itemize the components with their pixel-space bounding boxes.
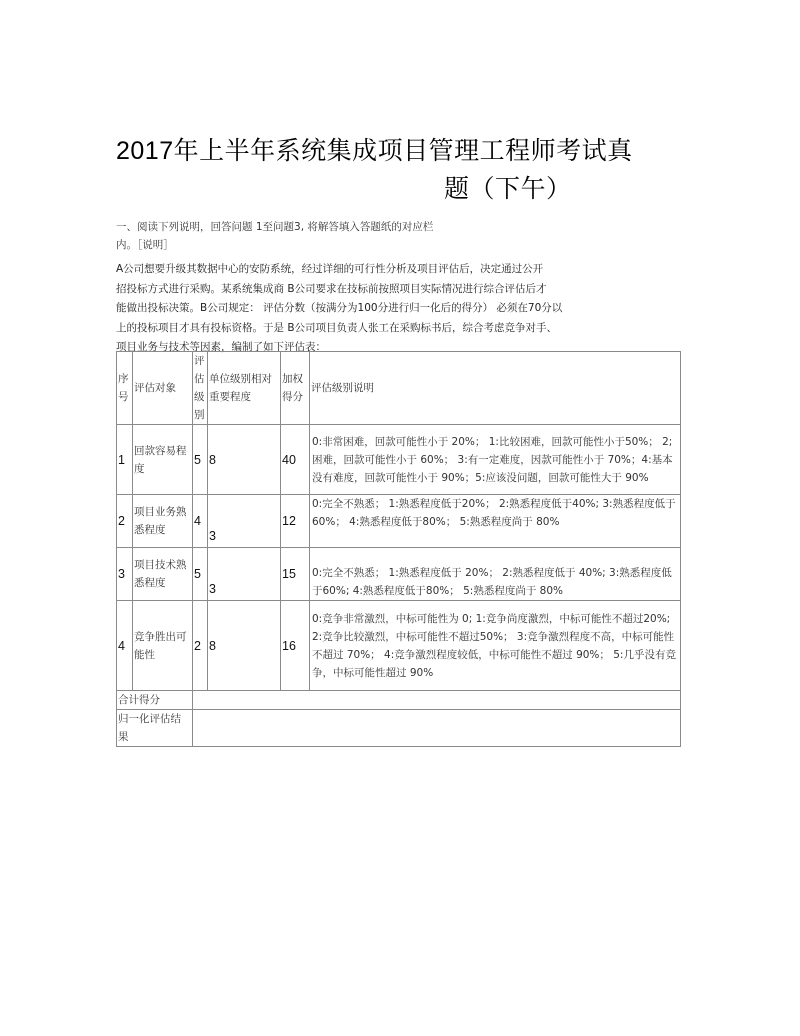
total-score-value (193, 691, 681, 710)
normalized-result-row (117, 710, 681, 747)
row-object: 回款容易程度 (133, 425, 193, 495)
table-row (117, 495, 681, 548)
row-index: 2 (117, 495, 133, 548)
row-object: 竞争胜出可能性 (133, 601, 193, 691)
header-weighted-score: 加权得分 (281, 352, 310, 425)
paragraph-line: A公司想要升级其数据中心的安防系统，经过详细的可行性分析及项目评估后，决定通过公开 (116, 263, 544, 275)
total-score-row (117, 691, 681, 710)
normalized-result-value (193, 710, 681, 747)
row-relative-importance: 3 (208, 548, 281, 601)
header-object: 评估对象 (133, 352, 193, 425)
row-relative-importance: 3 (208, 495, 281, 548)
instructions-line-2: 内。［说明］ (116, 238, 174, 251)
instructions-line-1: 一、阅读下列说明，回答问题 1至问题3, 将解答填入答题纸的对应栏 (116, 221, 434, 233)
document-title (116, 132, 676, 208)
header-index: 序号 (117, 352, 133, 425)
total-score-label: 合计得分 (117, 691, 193, 710)
row-description: 0:完全不熟悉； 1:熟悉程度低于20%； 2:熟悉程度低于40%; 3:熟悉程度低于60%； 4:熟悉程度低于80%； 5:熟悉程度尚于 80% (310, 495, 681, 548)
row-weighted-score: 40 (281, 425, 310, 495)
row-level: 2 (193, 601, 208, 691)
row-description: 0:竞争非常激烈，中标可能性为 0; 1:竞争尚度激烈，中标可能性不超过20%; 2:竞争比较激烈，中标可能性不超过50%； 3:竞争激烈程度不高，中标可能性不超过 70%； 4:竞争激烈程度较低，中标可能性不超过 90%； 5:几乎没有竞争，中标可能性超过 90% (310, 601, 681, 691)
row-description: 0:非常困难，回款可能性小于 20%； 1:比较困难，回款可能性小于50%； 2;困难，回款可能性小于 60%； 3:有一定难度，因款可能性小于 70%；4:基本没有难度，回款可能性小于 90%；5:应该没问题，回款可能性大于 90% (310, 425, 681, 495)
table-header-row (117, 352, 681, 425)
scenario-description (116, 260, 616, 358)
question-instructions (116, 219, 616, 254)
normalized-result-label: 归一化评估结果 (117, 710, 193, 747)
table-row (117, 425, 681, 495)
row-weighted-score: 15 (281, 548, 310, 601)
row-description: 0:完全不熟悉； 1:熟悉程度低于 20%； 2:熟悉程度低于 40%; 3:熟悉程度低于60%; 4:熟悉程度低于80%； 5:熟悉程度尚于 80% (310, 548, 681, 601)
row-object: 项目业务熟悉程度 (133, 495, 193, 548)
title-line-1: 2017年上半年系统集成项目管理工程师考试真 (116, 137, 633, 165)
row-level: 4 (193, 495, 208, 548)
row-relative-importance: 8 (208, 601, 281, 691)
evaluation-table (116, 351, 681, 747)
row-weighted-score: 12 (281, 495, 310, 548)
row-relative-importance: 8 (208, 425, 281, 495)
paragraph-line: 项目业务与技术等因素，编制了如下评估表： (116, 341, 326, 353)
row-object: 项目技术熟悉程度 (133, 548, 193, 601)
row-level: 5 (193, 425, 208, 495)
row-index: 4 (117, 601, 133, 691)
header-level: 评估级别 (193, 352, 208, 425)
table-row (117, 601, 681, 691)
header-relative-importance: 单位级别相对重要程度 (208, 352, 281, 425)
table-row (117, 548, 681, 601)
row-index: 1 (117, 425, 133, 495)
title-line-2: 题（下午） (444, 175, 572, 203)
row-index: 3 (117, 548, 133, 601)
paragraph-line: 上的投标项目才具有投标资格。于是 B公司项目负责人张工在采购标书后，综合考虑竞争对手、 (116, 321, 558, 334)
paragraph-line: 招投标方式进行采购。某系统集成商 B公司要求在技标前按照项目实际情况进行综合评估后才 (116, 282, 547, 295)
header-level-description: 评估级别说明 (310, 352, 681, 425)
row-weighted-score: 16 (281, 601, 310, 691)
paragraph-line: 能做出投标决策。B公司规定： 评估分数（按满分为100分进行归一化后的得分） 必须在70分以 (116, 302, 563, 314)
row-level: 5 (193, 548, 208, 601)
